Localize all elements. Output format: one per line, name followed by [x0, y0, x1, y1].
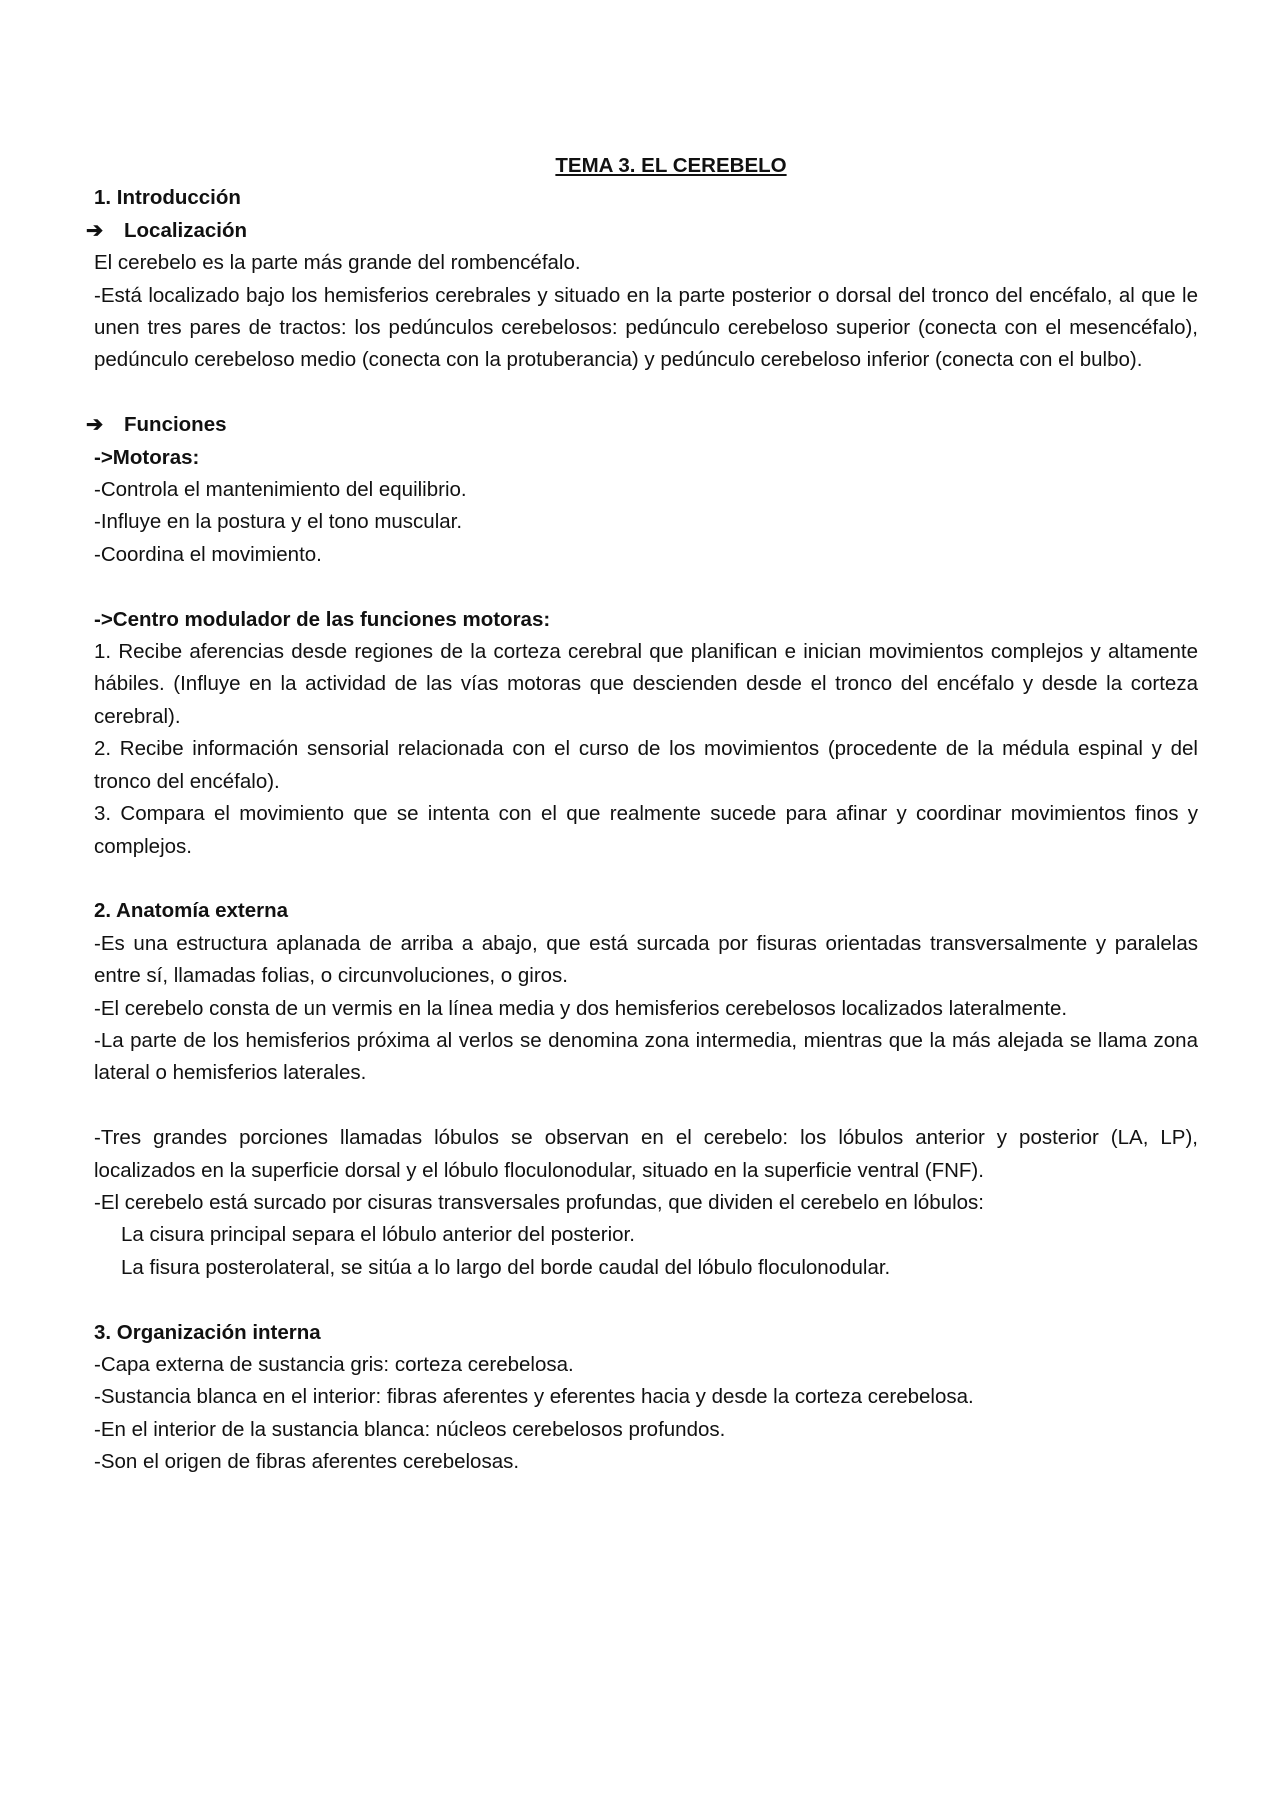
document-page: [86, 150, 1198, 1479]
section-2-heading: 2. Anatomía externa: [94, 899, 289, 923]
centro-modulador-subheading: ->Centro modulador de las funciones motoras:: [94, 607, 551, 631]
list-item: 2. Recibe información sensorial relacionada con el curso de los movimientos (procedente de la médula espinal y del tronco del encéfalo).: [94, 737, 1198, 793]
list-item: -Controla el mantenimiento del equilibrio.: [94, 478, 467, 502]
list-item: -Son el origen de fibras aferentes cerebelosas.: [94, 1450, 520, 1474]
document-title: TEMA 3. EL CEREBELO: [555, 154, 787, 177]
motoras-subheading: ->Motoras:: [94, 445, 200, 469]
list-item: -Sustancia blanca en el interior: fibras aferentes y eferentes hacia y desde la corteza cerebelosa.: [94, 1385, 974, 1409]
section-1-heading: 1. Introducción: [94, 186, 241, 210]
list-item: -Capa externa de sustancia gris: corteza cerebelosa.: [94, 1352, 574, 1376]
funciones-heading: [86, 409, 1198, 441]
paragraph: El cerebelo es la parte más grande del rombencéfalo.: [94, 251, 581, 275]
localizacion-heading: [86, 215, 1198, 247]
paragraph: -La parte de los hemisferios próxima al verlos se denomina zona intermedia, mientras que la más alejada se llama zona lateral o hemisferios laterales.: [94, 1028, 1198, 1085]
list-item: -Influye en la postura y el tono muscular.: [94, 510, 463, 534]
list-item: -Coordina el movimiento.: [94, 542, 322, 566]
list-item: -En el interior de la sustancia blanca: núcleos cerebelosos profundos.: [94, 1417, 726, 1441]
localizacion-label: Localización: [124, 218, 248, 242]
paragraph: -Está localizado bajo los hemisferios cerebrales y situado en la parte posterior o dorsal del tronco del encéfalo, al que le unen tres pares de tractos: los pedúnculos cerebelosos: pedúnculo cerebeloso superior (conecta con el mesencéfalo), pedúnculo cerebeloso medio (conecta con la protuberancia) y pedúnculo cerebeloso inferior (conecta con el bulbo).: [94, 283, 1198, 372]
paragraph: -El cerebelo consta de un vermis en la línea media y dos hemisferios cerebelosos localizados lateralmente.: [94, 996, 1068, 1020]
indented-item: La cisura principal separa el lóbulo anterior del posterior.: [121, 1223, 635, 1247]
paragraph: -El cerebelo está surcado por cisuras transversales profundas, que dividen el cerebelo en lóbulos:: [94, 1190, 984, 1214]
section-3-heading: 3. Organización interna: [94, 1320, 321, 1344]
indented-item: La fisura posterolateral, se sitúa a lo largo del borde caudal del lóbulo floculonodular.: [121, 1255, 891, 1279]
list-item: 3. Compara el movimiento que se intenta con el que realmente sucede para afinar y coordinar movimientos finos y complejos.: [94, 802, 1198, 858]
list-item: 1. Recibe aferencias desde regiones de la corteza cerebral que planifican e inician movimientos complejos y altamente hábiles. (Influye en la actividad de las vías motoras que descienden desde el tronco del encéfalo y desde la corteza cerebral).: [94, 640, 1198, 728]
funciones-label: Funciones: [124, 413, 227, 437]
arrow-right-icon: ➔: [86, 413, 104, 437]
paragraph: -Es una estructura aplanada de arriba a abajo, que está surcada por fisuras orientadas transversalmente y paralelas entre sí, llamadas folias, o circunvoluciones, o giros.: [94, 931, 1198, 988]
paragraph: -Tres grandes porciones llamadas lóbulos se observan en el cerebelo: los lóbulos anterior y posterior (LA, LP), localizados en la superficie dorsal y el lóbulo floculonodular, situado en la superficie ventral (FNF).: [94, 1126, 1198, 1182]
arrow-right-icon: ➔: [86, 218, 104, 242]
